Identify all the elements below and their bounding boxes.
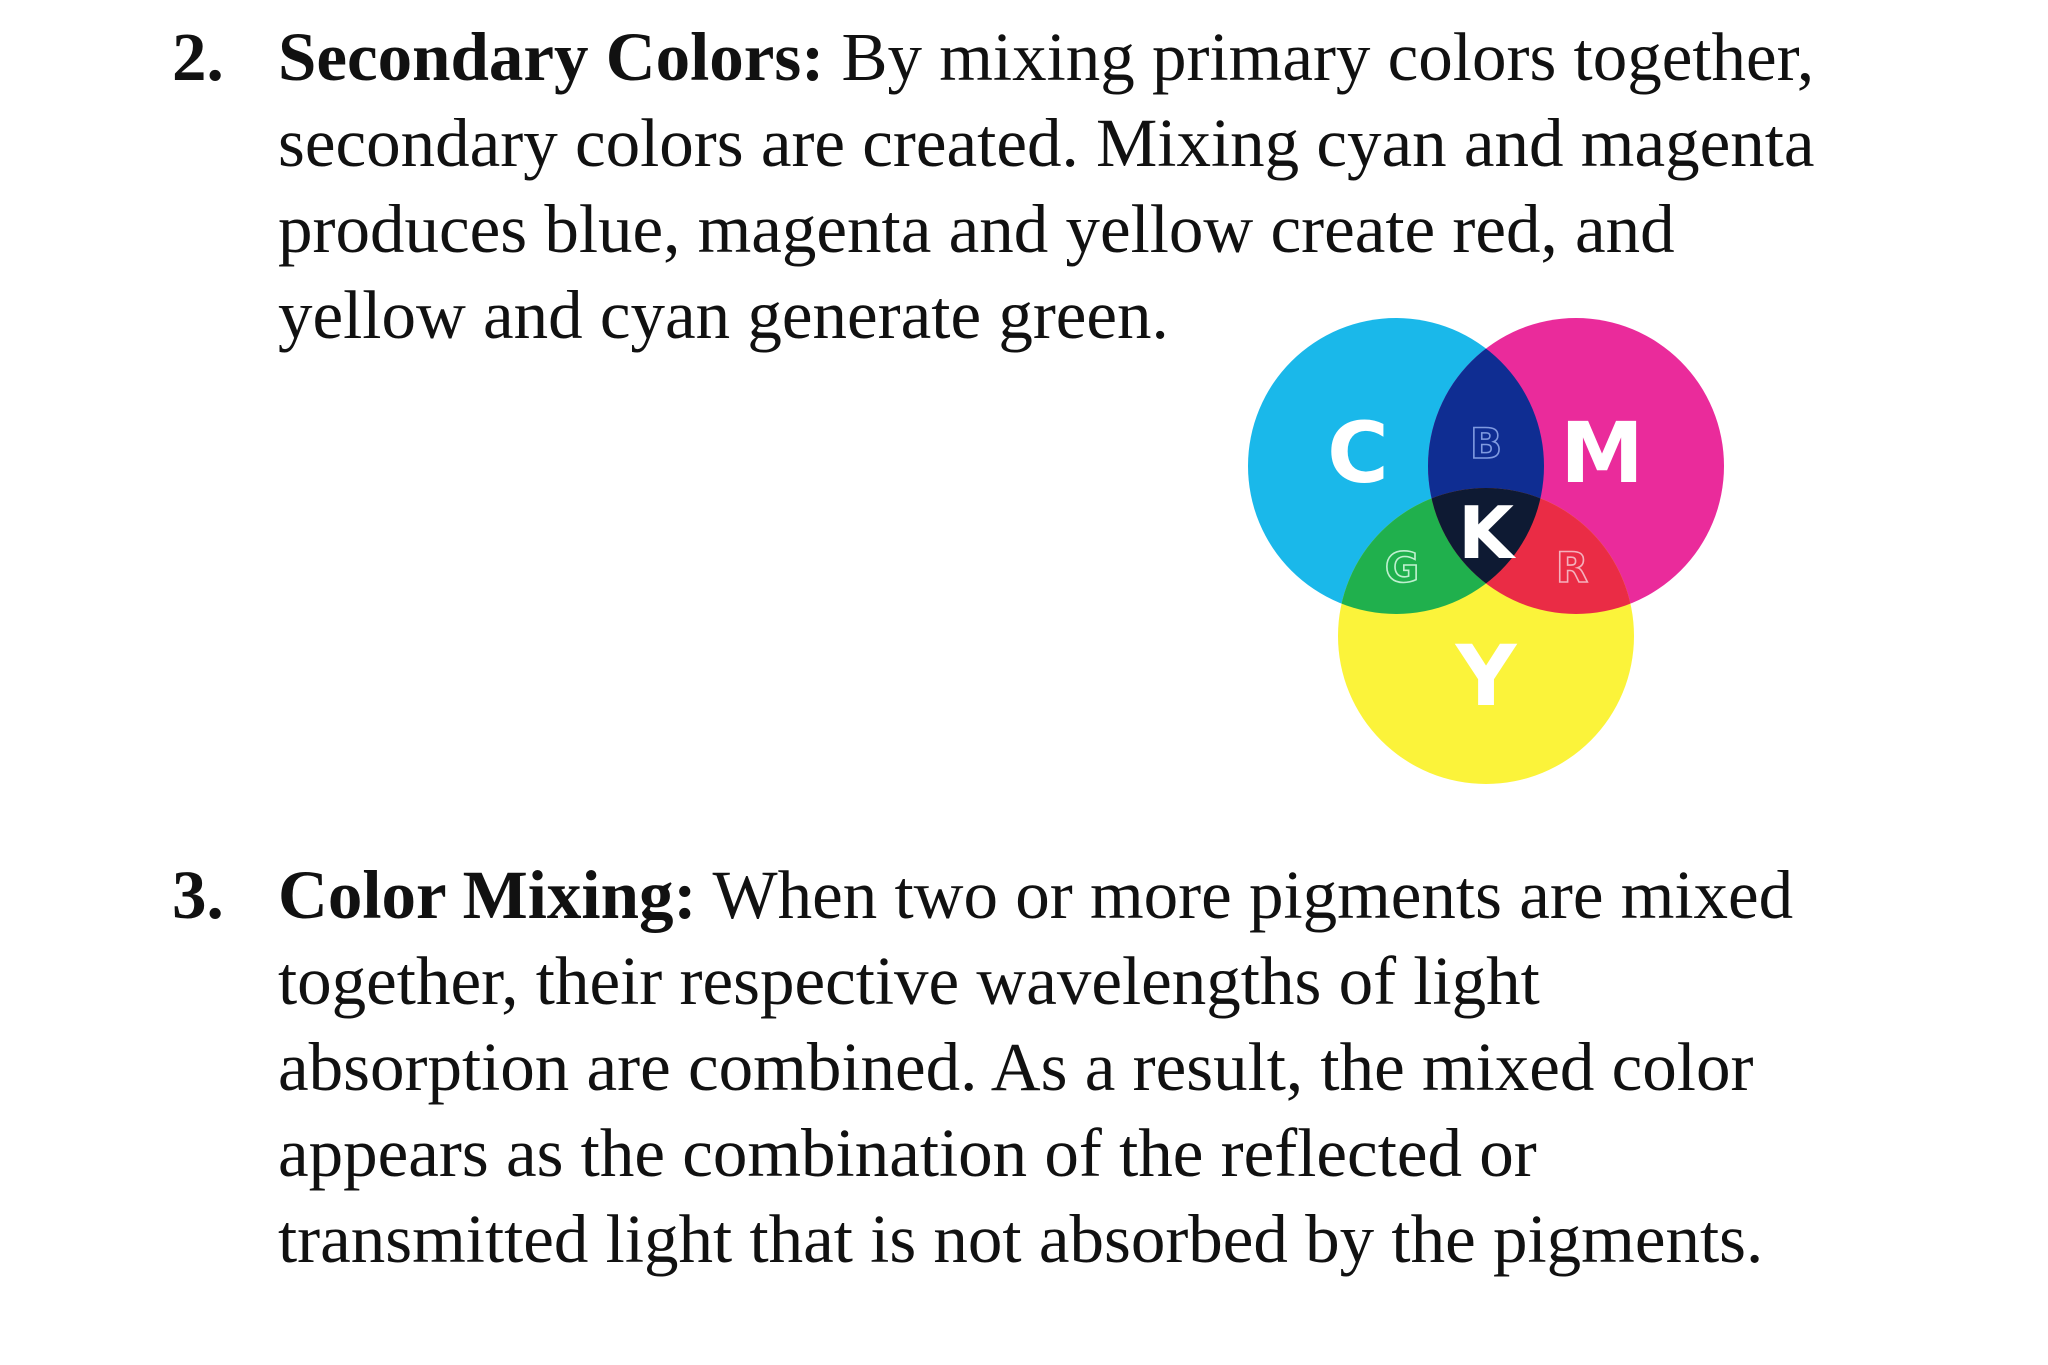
text-line: yellow and cyan generate green. <box>278 277 1169 353</box>
yellow-label: Y <box>1455 627 1517 725</box>
text-line-content: When two or more pigments are mixed <box>712 857 1794 933</box>
cmyk-venn-diagram <box>1240 310 1740 800</box>
list-number: 2. <box>172 19 224 95</box>
magenta-label: M <box>1560 404 1644 502</box>
cyan-label: C <box>1327 404 1389 502</box>
list-item-body <box>278 14 1892 358</box>
term-heading: Color Mixing: <box>278 857 697 933</box>
term-heading: Secondary Colors: <box>278 19 825 95</box>
text-line <box>278 852 1892 938</box>
red-label: R <box>1555 543 1589 592</box>
cmyk-venn-svg <box>1240 310 1740 800</box>
text-line: produces blue, magenta and yellow create red, and <box>278 191 1675 267</box>
text-line: absorption are combined. As a result, the mixed color <box>278 1029 1754 1105</box>
text-line: appears as the combination of the reflected or <box>278 1115 1537 1191</box>
green-label: G <box>1384 543 1420 592</box>
list-item-color-mixing <box>172 852 1892 1282</box>
list-number: 3. <box>172 857 224 933</box>
text-line: secondary colors are created. Mixing cyan and magenta <box>278 105 1815 181</box>
text-line <box>278 14 1892 100</box>
text-line: transmitted light that is not absorbed by the pigments. <box>278 1201 1764 1277</box>
text-line: together, their respective wavelengths of light <box>278 943 1540 1019</box>
list-item-body <box>278 852 1892 1282</box>
list-item-secondary-colors <box>172 14 1892 358</box>
text-line-content: By mixing primary colors together, <box>841 19 1815 95</box>
black-label: K <box>1458 491 1514 575</box>
blue-label: B <box>1469 419 1503 468</box>
